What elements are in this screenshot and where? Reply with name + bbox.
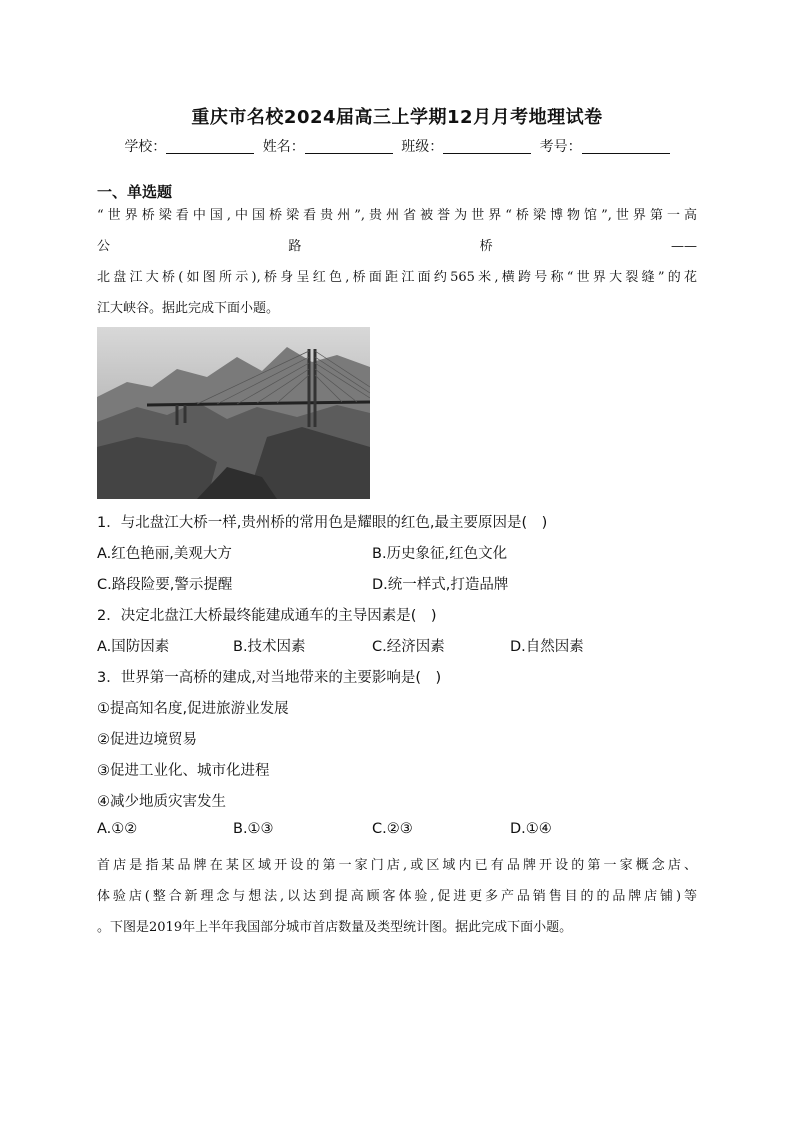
- class-field: [401, 136, 531, 156]
- exam-number-blank[interactable]: [582, 139, 670, 154]
- q3-option-a[interactable]: A.①②: [97, 821, 138, 837]
- passage-line: 首店是指某品牌在某区域开设的第一家门店,或区域内已有品牌开设的第一家概念店、: [97, 858, 697, 873]
- q3-item-1: ①提高知名度,促进旅游业发展: [97, 701, 289, 717]
- name-field: [263, 136, 393, 156]
- question-3-stem: 3．世界第一高桥的建成,对当地带来的主要影响是( ): [97, 670, 442, 686]
- question-2-stem: 2．决定北盘江大桥最终能建成通车的主导因素是( ): [97, 608, 437, 624]
- q3-option-c[interactable]: C.②③: [372, 821, 413, 837]
- passage-bridge: [97, 200, 697, 324]
- passage-line: 公路桥——: [97, 239, 697, 254]
- exam-number-label: 考号：: [539, 139, 582, 155]
- q1-option-d[interactable]: D.统一样式,打造品牌: [372, 577, 509, 593]
- q3-item-4: ④减少地质灾害发生: [97, 794, 226, 810]
- q1-option-c[interactable]: C.路段险要,警示提醒: [97, 577, 233, 593]
- exam-number-field: [540, 136, 670, 156]
- passage-line: 。下图是2019年上半年我国部分城市首店数量及类型统计图。据此完成下面小题。: [97, 920, 573, 935]
- section-heading: 一、单选题: [97, 183, 173, 201]
- school-blank[interactable]: [166, 139, 254, 154]
- class-blank[interactable]: [443, 139, 531, 154]
- q2-option-c[interactable]: C.经济因素: [372, 639, 445, 655]
- q1-option-b[interactable]: B.历史象征,红色文化: [372, 546, 508, 562]
- q2-option-d[interactable]: D.自然因素: [510, 639, 584, 655]
- name-blank[interactable]: [305, 139, 393, 154]
- exam-title: 重庆市名校2024届高三上学期12月月考地理试卷: [191, 107, 603, 128]
- student-info-row: [0, 136, 794, 156]
- q2-option-b[interactable]: B.技术因素: [233, 639, 306, 655]
- q3-item-3: ③促进工业化、城市化进程: [97, 763, 270, 779]
- passage-line: “世界桥梁看中国,中国桥梁看贵州”,贵州省被誉为世界“桥梁博物馆”,世界第一高: [97, 208, 697, 223]
- name-label: 姓名：: [262, 139, 305, 155]
- q3-option-b[interactable]: B.①③: [233, 821, 274, 837]
- passage-line: 北盘江大桥(如图所示),桥身呈红色,桥面距江面约565米,横跨号称“世界大裂缝”的花: [97, 270, 697, 285]
- passage-line: 体验店(整合新理念与想法,以达到提高顾客体验,促进更多产品销售目的的品牌店铺)等: [97, 889, 697, 904]
- q1-option-a[interactable]: A.红色艳丽,美观大方: [97, 546, 232, 562]
- bridge-photo: [97, 327, 370, 499]
- class-label: 班级：: [401, 139, 444, 155]
- q2-option-a[interactable]: A.国防因素: [97, 639, 170, 655]
- school-field: [124, 136, 254, 156]
- passage-first-store: [97, 850, 697, 943]
- school-label: 学校：: [124, 139, 167, 155]
- q3-item-2: ②促进边境贸易: [97, 732, 197, 748]
- passage-line: 江大峡谷。据此完成下面小题。: [97, 301, 280, 316]
- q3-option-d[interactable]: D.①④: [510, 821, 552, 837]
- question-1-stem: 1．与北盘江大桥一样,贵州桥的常用色是耀眼的红色,最主要原因是( ): [97, 515, 548, 531]
